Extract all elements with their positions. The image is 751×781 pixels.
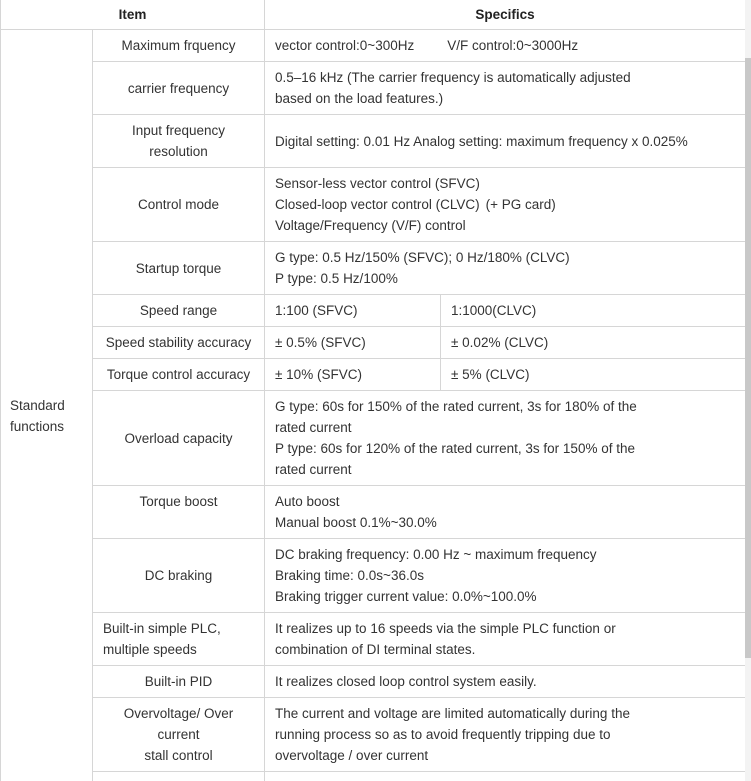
spec-text: V/F control:0~3000Hz <box>447 38 579 53</box>
spec-line: rated current <box>275 462 352 477</box>
table-row <box>1 391 746 486</box>
spec-built-in-plc <box>265 613 745 666</box>
spec-line: running process so as to avoid frequently tripping due to <box>275 727 611 742</box>
table-row <box>1 327 746 359</box>
table-row <box>1 359 746 391</box>
spec-line: The current and voltage are limited automatically during the <box>275 706 630 721</box>
spec-max-frequency <box>265 30 745 62</box>
item-built-in-pid: Built-in PID <box>93 666 265 698</box>
spec-stall-control <box>265 698 745 772</box>
spec-line: G type: 60s for 150% of the rated current, 3s for 180% of the <box>275 399 637 414</box>
spec-speed-stability-clvc: ± 0.02% (CLVC) <box>441 327 745 359</box>
spec-torque-control-clvc: ± 5% (CLVC) <box>441 359 745 391</box>
item-speed-stability-accuracy: Speed stability accuracy <box>93 327 265 359</box>
item-header: Item <box>1 0 265 30</box>
item-cutoff <box>93 772 265 781</box>
table-row <box>1 666 746 698</box>
spec-line: P type: 0.5 Hz/100% <box>275 271 398 286</box>
table-row <box>1 295 746 327</box>
item-torque-boost <box>93 486 265 539</box>
spec-line: Voltage/Frequency (V/F) control <box>275 218 466 233</box>
spec-line: Braking time: 0.0s~36.0s <box>275 568 424 583</box>
group-label-line: functions <box>10 418 65 434</box>
spec-dc-braking <box>265 539 745 613</box>
item-startup-torque: Startup torque <box>93 242 265 295</box>
spec-line: G type: 0.5 Hz/150% (SFVC); 0 Hz/180% (CLVC) <box>275 250 570 265</box>
group-label-line: Standard <box>10 397 65 413</box>
spec-line: rated current <box>275 420 352 435</box>
spec-line: overvoltage / over current <box>275 748 429 763</box>
item-speed-range: Speed range <box>93 295 265 327</box>
spec-speed-range-sfvc: 1:100 (SFVC) <box>265 295 441 327</box>
item-line: Input frequency <box>131 123 226 138</box>
spec-line: Auto boost <box>275 494 340 509</box>
item-torque-control-accuracy: Torque control accuracy <box>93 359 265 391</box>
spec-line: combination of DI terminal states. <box>275 642 476 657</box>
item-carrier-frequency: carrier frequency <box>93 62 265 115</box>
item-dc-braking: DC braking <box>93 539 265 613</box>
scrollbar-thumb[interactable] <box>745 58 751 658</box>
item-line: resolution <box>149 144 208 159</box>
spec-carrier-frequency <box>265 62 745 115</box>
item-text: Torque boost <box>139 494 218 509</box>
table-row <box>1 486 746 539</box>
spec-control-mode <box>265 168 745 242</box>
spec-text: (+ PG card) <box>485 197 556 212</box>
spec-startup-torque <box>265 242 745 295</box>
spec-line: DC braking frequency: 0.00 Hz ~ maximum frequency <box>275 547 597 562</box>
item-line: current <box>157 727 200 742</box>
table-row <box>1 613 746 666</box>
spec-cutoff <box>265 772 745 781</box>
spec-line: It realizes up to 16 speeds via the simple PLC function or <box>275 621 616 636</box>
spec-line: based on the load features.) <box>275 91 444 106</box>
spec-built-in-pid: It realizes closed loop control system easily. <box>265 666 745 698</box>
item-built-in-plc <box>93 613 265 666</box>
spec-line: Digital setting: 0.01 Hz Analog setting: maximum frequency x 0.025% <box>275 133 688 149</box>
spec-line: Sensor-less vector control (SFVC) <box>275 176 480 191</box>
table-row <box>1 698 746 772</box>
spec-line: 0.5–16 kHz (The carrier frequency is automatically adjusted <box>275 70 631 85</box>
spec-text: vector control:0~300Hz <box>275 38 415 53</box>
header-row <box>1 0 746 30</box>
group-cell-standard-functions <box>1 30 93 781</box>
item-max-frequency: Maximum frquency <box>93 30 265 62</box>
specifics-header: Specifics <box>265 0 745 30</box>
table-row <box>1 772 746 781</box>
item-line: Overvoltage/ Over <box>123 706 234 721</box>
spec-torque-boost <box>265 486 745 539</box>
table-row <box>1 115 746 168</box>
item-line: stall control <box>144 748 213 763</box>
item-control-mode: Control mode <box>93 168 265 242</box>
spec-text: Closed-loop vector control (CLVC) <box>275 197 480 212</box>
spec-line <box>275 194 745 215</box>
spec-speed-stability-sfvc: ± 0.5% (SFVC) <box>265 327 441 359</box>
table-row <box>1 168 746 242</box>
spec-line: P type: 60s for 120% of the rated current, 3s for 150% of the <box>275 441 635 456</box>
item-line: Built-in simple PLC, <box>103 621 221 636</box>
table-row <box>1 539 746 613</box>
table-row <box>1 30 746 62</box>
spec-overload-capacity <box>265 391 745 486</box>
spec-input-frequency-resolution <box>265 115 745 168</box>
item-stall-control <box>93 698 265 772</box>
table-row <box>1 62 746 115</box>
item-overload-capacity: Overload capacity <box>93 391 265 486</box>
vertical-scrollbar[interactable] <box>745 0 751 781</box>
table-row <box>1 242 746 295</box>
item-line: multiple speeds <box>103 642 197 657</box>
item-input-frequency-resolution <box>93 115 265 168</box>
spec-line: Braking trigger current value: 0.0%~100.0% <box>275 589 537 604</box>
spec-speed-range-clvc: 1:1000(CLVC) <box>441 295 745 327</box>
spec-torque-control-sfvc: ± 10% (SFVC) <box>265 359 441 391</box>
spec-line: Manual boost 0.1%~30.0% <box>275 515 437 530</box>
